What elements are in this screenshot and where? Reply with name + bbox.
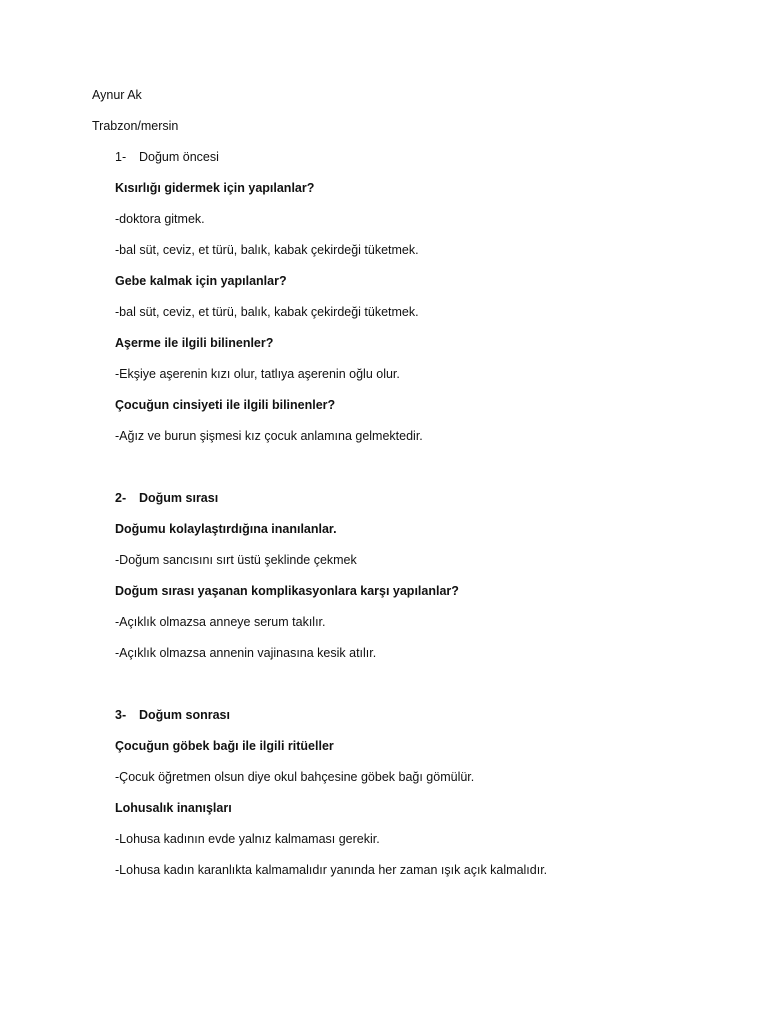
question: Lohusalık inanışları <box>115 801 232 815</box>
question: Aşerme ile ilgili bilinenler? <box>115 336 274 350</box>
answer: -doktora gitmek. <box>115 212 205 226</box>
section-title: Doğum öncesi <box>139 150 219 164</box>
section-title: Doğum sırası <box>139 491 219 505</box>
answer: -Çocuk öğretmen olsun diye okul bahçesine göbek bağı gömülür. <box>115 770 475 784</box>
answer: -Açıklık olmazsa anneye serum takılır. <box>115 615 326 629</box>
question: Doğum sırası yaşanan komplikasyonlara karşı yapılanlar? <box>115 584 459 598</box>
question: Çocuğun cinsiyeti ile ilgili bilinenler? <box>115 398 336 412</box>
question: Doğumu kolaylaştırdığına inanılanlar. <box>115 522 337 536</box>
answer: -bal süt, ceviz, et türü, balık, kabak çekirdeği tüketmek. <box>115 243 419 257</box>
question: Kısırlığı gidermek için yapılanlar? <box>115 181 315 195</box>
section-heading <box>115 149 219 165</box>
section-title: Doğum sonrası <box>139 708 230 722</box>
section-heading <box>115 707 230 723</box>
author-name: Aynur Ak <box>92 88 142 102</box>
answer: -Açıklık olmazsa annenin vajinasına kesik atılır. <box>115 646 377 660</box>
section-number: 2- <box>115 491 127 505</box>
location: Trabzon/mersin <box>92 119 179 133</box>
section-heading <box>115 490 218 506</box>
section-number: 3- <box>115 708 127 722</box>
question: Çocuğun göbek bağı ile ilgili ritüeller <box>115 739 334 753</box>
answer: -Ekşiye aşerenin kızı olur, tatlıya aşerenin oğlu olur. <box>115 367 400 381</box>
answer: -Lohusa kadın karanlıkta kalmamalıdır yanında her zaman ışık açık kalmalıdır. <box>115 863 548 877</box>
answer: -Lohusa kadının evde yalnız kalmaması gerekir. <box>115 832 380 846</box>
answer: -bal süt, ceviz, et türü, balık, kabak çekirdeği tüketmek. <box>115 305 419 319</box>
answer: -Ağız ve burun şişmesi kız çocuk anlamına gelmektedir. <box>115 429 423 443</box>
question: Gebe kalmak için yapılanlar? <box>115 274 287 288</box>
answer: -Doğum sancısını sırt üstü şeklinde çekmek <box>115 553 357 567</box>
section-number: 1- <box>115 150 127 164</box>
